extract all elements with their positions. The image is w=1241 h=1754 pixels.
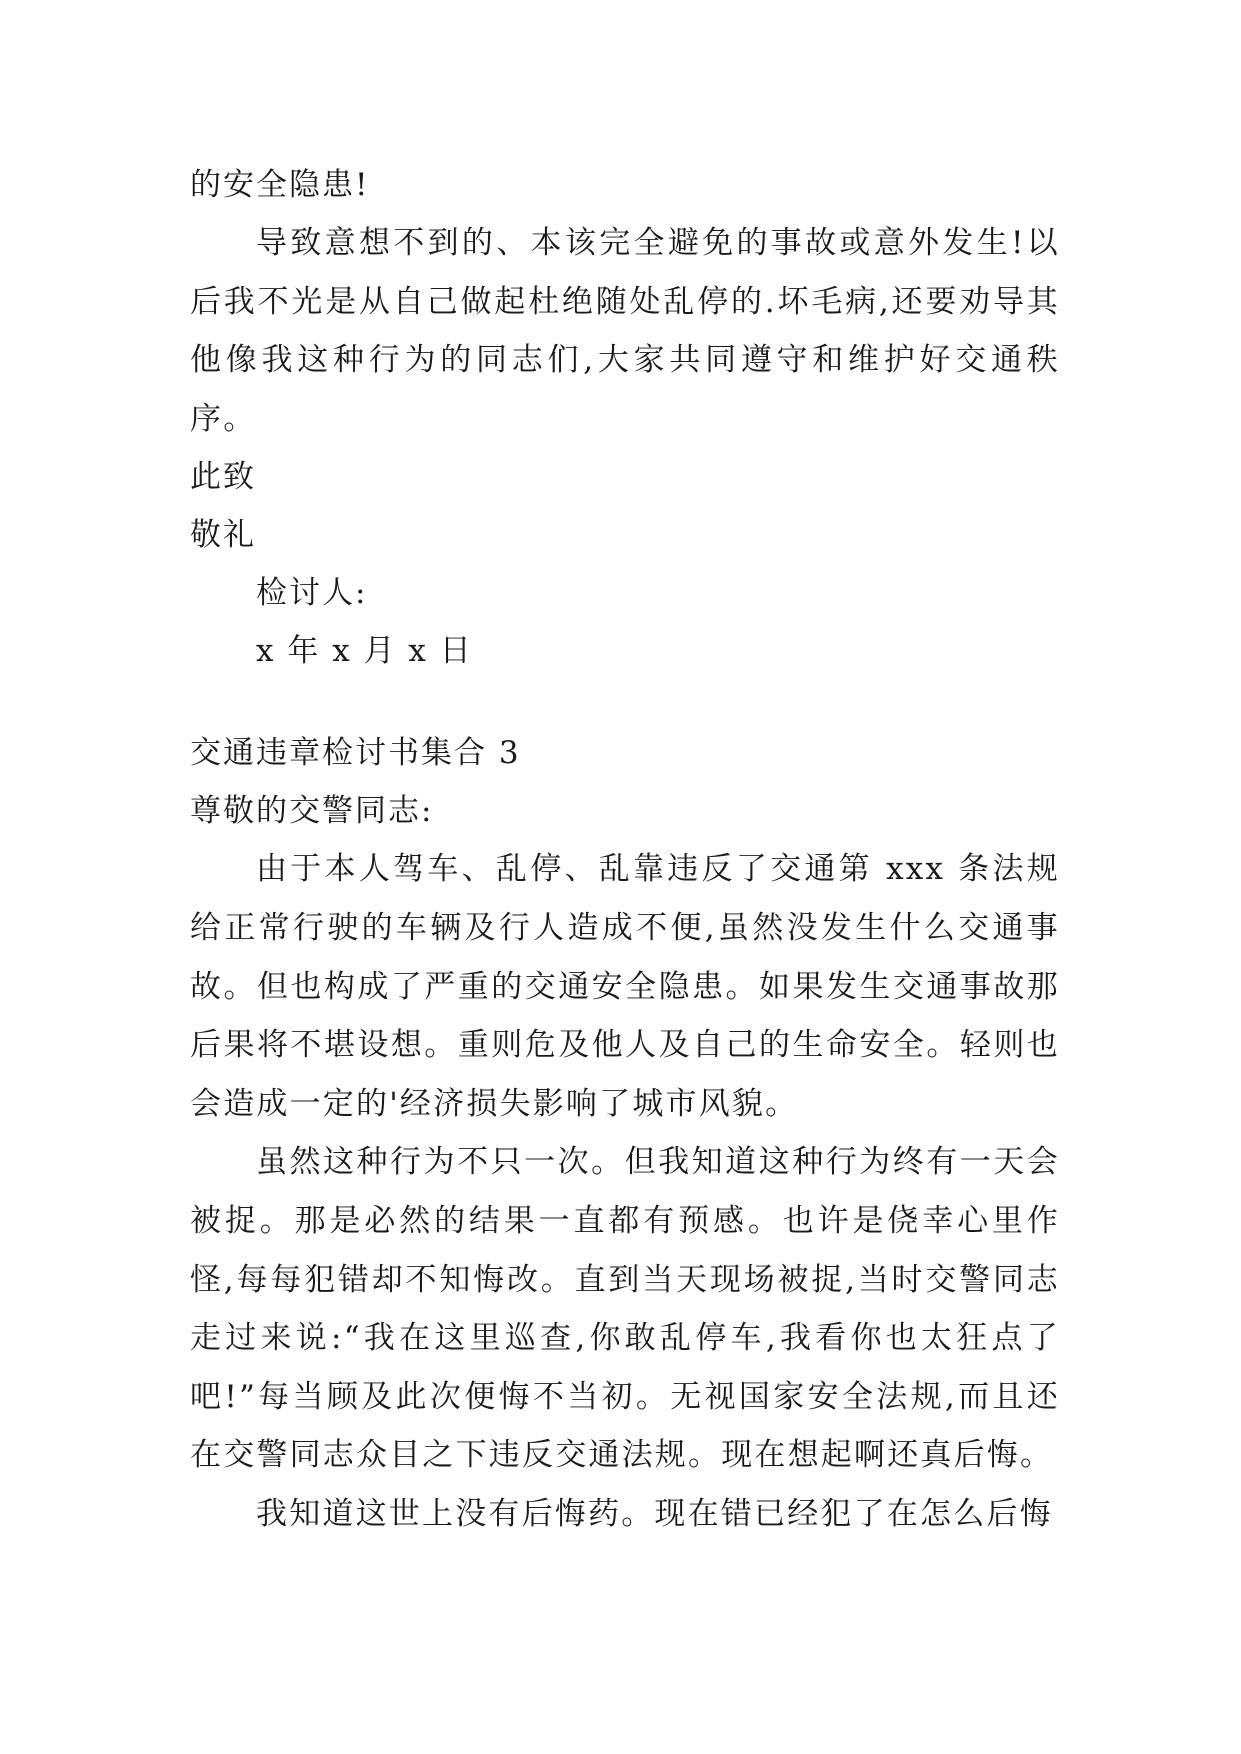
section-title: 交通违章检讨书集合 3 [190, 735, 521, 772]
document-body [190, 156, 1060, 1544]
paragraph-3: 我知道这世上没有后悔药。现在错已经犯了在怎么后悔 [256, 1495, 1053, 1532]
signature-date: x 年 x 月 x 日 [256, 633, 473, 670]
closing-line-1: 此致 [190, 459, 256, 496]
paragraph-tail: 的安全隐患! [190, 167, 370, 203]
paragraph-2: 虽然这种行为不只一次。但我知道这种行为终有一天会被捉。那是必然的结果一直都有预感。也许是侥幸心里作怪,每每犯错却不知悔改。直到当天现场被捉,当时交警同志走过来说:“我在这里巡查,你敢乱停车,我看你也太狂点了吧!”每当顾及此次便悔不当初。无视国家安全法规,而且还在交警同志众目之下违反交通法规。现在想起啊还真后悔。 [190, 1144, 1060, 1474]
closing-line-2: 敬礼 [190, 517, 256, 554]
section-spacer [190, 680, 1060, 724]
salutation: 尊敬的交警同志: [190, 793, 434, 830]
paragraph-result: 导致意想不到的、本该完全避免的事故或意外发生!以后我不光是从自己做起杜绝随处乱停的.坏毛病,还要劝导其他像我这种行为的同志们,大家共同遵守和维护好交通秩序。 [190, 225, 1060, 437]
signer-label: 检讨人: [256, 575, 368, 612]
paragraph-1: 由于本人驾车、乱停、乱靠违反了交通第 xxx 条法规给正常行驶的车辆及行人造成不便,虽然没发生什么交通事故。但也构成了严重的交通安全隐患。如果发生交通事故那后果将不堪设想。重则危及他人及自己的生命安全。轻则也会造成一定的'经济损失影响了城市风貌。 [190, 851, 1060, 1122]
